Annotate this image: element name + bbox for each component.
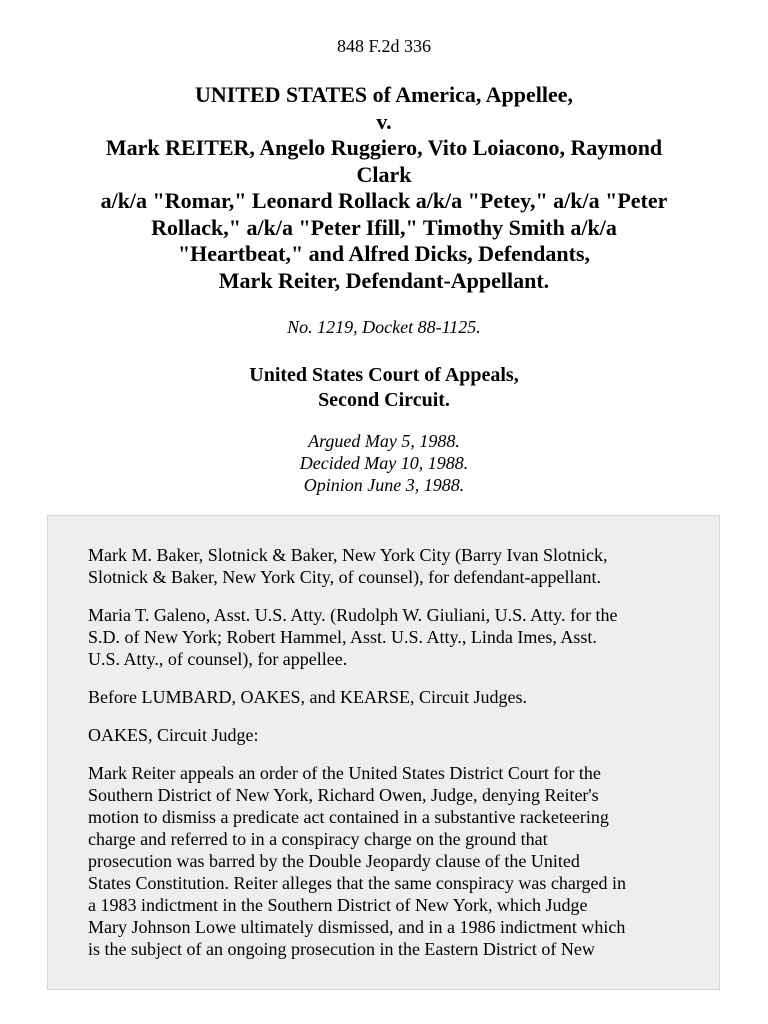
court-circuit-line: Second Circuit. [318, 389, 450, 411]
case-caption [40, 82, 728, 294]
caption-line: a/k/a "Romar," Leonard Rollack a/k/a "Petey," a/k/a "Peter [100, 188, 668, 213]
counsel-appellee-paragraph: Maria T. Galeno, Asst. U.S. Atty. (Rudolph W. Giuliani, U.S. Atty. for the S.D. of New York; Robert Hammel, Asst. U.S. Atty., Linda Imes, Asst. U.S. Atty., of counsel), for appellee. [88, 605, 618, 669]
counsel-appellant-paragraph: Mark M. Baker, Slotnick & Baker, New York City (Barry Ivan Slotnick, Slotnick & Baker, New York City, of counsel), for defendant-appellant. [88, 545, 608, 587]
caption-line: Mark Reiter, Defendant-Appellant. [218, 267, 550, 293]
author-paragraph: OAKES, Circuit Judge: [88, 725, 259, 745]
case-dates [0, 430, 768, 496]
argued-date: Argued May 5, 1988. [308, 431, 460, 451]
caption-line: "Heartbeat," and Alfred Dicks, Defendants, [177, 241, 591, 266]
court-name-line: United States Court of Appeals, [249, 364, 519, 386]
docket-number: No. 1219, Docket 88-1125. [287, 317, 481, 337]
panel-paragraph: Before LUMBARD, OAKES, and KEARSE, Circuit Judges. [88, 687, 527, 707]
opinion-body-panel [47, 515, 720, 990]
decided-date: Decided May 10, 1988. [299, 453, 469, 473]
opinion-body-content [48, 516, 719, 960]
opinion-text-paragraph: Mark Reiter appeals an order of the United States District Court for the Southern District of New York, Richard Owen, Judge, denying Reiter's motion to dismiss a predicate act contained in a substantive racketeering charge and referred to in a conspiracy charge on the ground that prosecution was barred by the Double Jeopardy clause of the United States Constitution. Reiter alleges that the same conspiracy was charged in a 1983 indictment in the Southern District of New York, which Judge Mary Johnson Lowe ultimately dismissed, and in a 1986 indictment which is the subject of an ongoing prosecution in the Eastern District of New [88, 763, 627, 959]
caption-line: Mark REITER, Angelo Ruggiero, Vito Loiacono, Raymond [105, 135, 663, 160]
case-citation: 848 F.2d 336 [336, 36, 432, 56]
caption-line: v. [376, 108, 392, 134]
court-name [0, 363, 768, 413]
caption-line: Rollack," a/k/a "Peter Ifill," Timothy Smith a/k/a [151, 214, 617, 240]
opinion-date: Opinion June 3, 1988. [303, 475, 465, 495]
caption-line: UNITED STATES of America, Appellee, [194, 82, 574, 107]
caption-line: Clark [356, 161, 412, 187]
